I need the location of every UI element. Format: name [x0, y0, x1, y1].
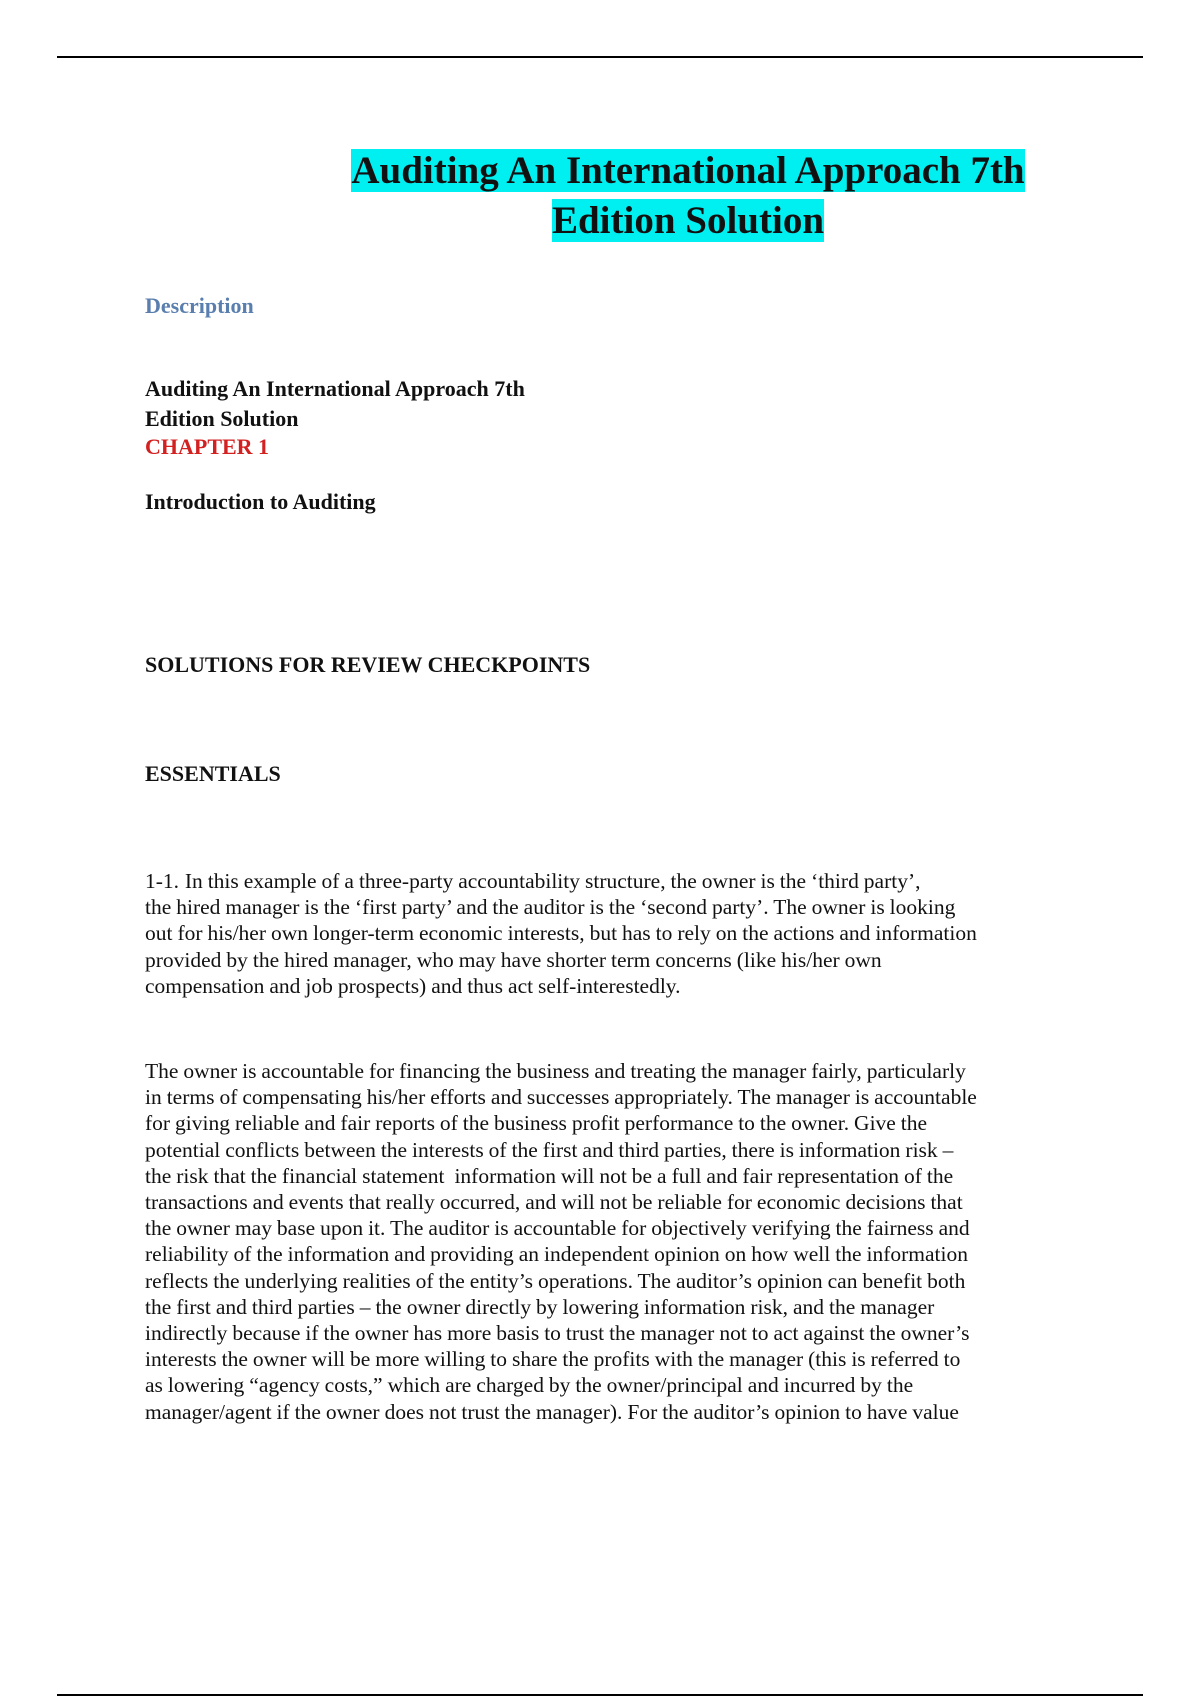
- bottom-rule: [57, 1694, 1143, 1696]
- top-rule: [57, 56, 1143, 58]
- document-title: [340, 146, 1036, 246]
- chapter-title: Introduction to Auditing: [145, 489, 376, 514]
- paragraph-1: 1-1. In this example of a three-party accountability structure, the owner is the ‘third party’, the hired manager is the ‘first party’ and the auditor is the ‘second party’. The owner is looking out for his/her own longer-term economic interests, but has to rely on the actions and information provided by the hired manager, who may have shorter term concerns (like his/her own compensation and job prospects) and thus act self-interestedly.: [145, 869, 977, 998]
- paragraph-2: The owner is accountable for financing the business and treating the manager fairly, particularly in terms of compensating his/her efforts and successes appropriately. The manager is accountable for giving reliable and fair reports of the business profit performance to the owner. Give the potential conflicts between the interests of the first and third parties, there is information risk – the risk that the financial statement information will not be a full and fair representation of the transactions and events that really occurred, and will not be reliable for economic decisions that the owner may base upon it. The auditor is accountable for objectively verifying the fairness and reliability of the information and providing an independent opinion on how well the information reflects the underlying realities of the entity’s operations. The auditor’s opinion can benefit both the first and third parties – the owner directly by lowering information risk, and the manager indirectly because if the owner has more basis to trust the manager not to act against the owner’s interests the owner will be more willing to share the profits with the manager (this is referred to as lowering “agency costs,” which are charged by the owner/principal and incurred by the manager/agent if the owner does not trust the manager). For the auditor’s opinion to have value: [145, 1059, 977, 1424]
- title-line-1: Auditing An International Approach 7th: [351, 149, 1025, 192]
- subsection-heading: ESSENTIALS: [145, 761, 281, 786]
- description-label: Description: [145, 293, 254, 318]
- section-heading: SOLUTIONS FOR REVIEW CHECKPOINTS: [145, 652, 591, 677]
- subtitle: [145, 374, 1095, 434]
- chapter-label: CHAPTER 1: [145, 434, 270, 459]
- subtitle-line-1: Auditing An International Approach 7th: [145, 376, 525, 401]
- title-line-2: Edition Solution: [551, 199, 825, 242]
- subtitle-line-2: Edition Solution: [145, 406, 299, 431]
